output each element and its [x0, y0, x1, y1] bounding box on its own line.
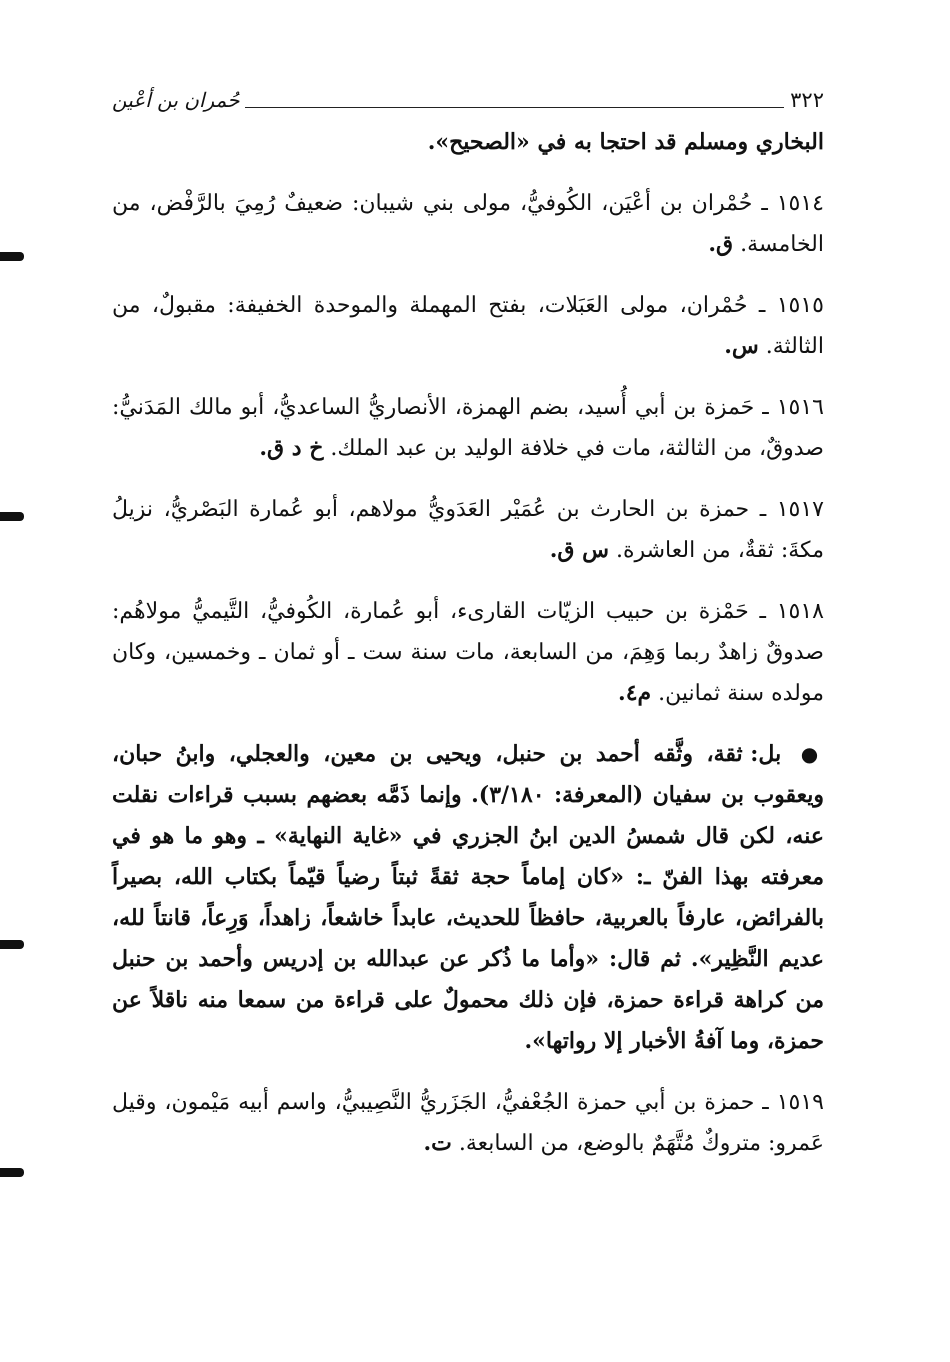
entry-codes: س ق.: [549, 537, 609, 563]
entry-codes: س.: [724, 333, 759, 359]
margin-mark: [0, 940, 24, 949]
entry-codes: خ د ق.: [259, 435, 324, 461]
book-page: [112, 84, 824, 1164]
margin-mark: [0, 1168, 24, 1177]
header-title: حُمران بن أعْين: [112, 88, 240, 112]
bullet-icon: ●: [800, 742, 824, 766]
entry-text: حُمْران، مولى العَبَلات، بفتح المهملة والموحدة الخفيفة: مقبولٌ، من الثالثة.: [112, 293, 824, 359]
entry-codes: ت.: [423, 1130, 452, 1156]
page-number: ٣٢٢: [790, 88, 824, 112]
entry-1514: [112, 183, 824, 265]
entry-codes: م٤.: [618, 680, 652, 706]
entry-text: حُمْران بن أعْيَن، الكُوفيُّ، مولى بني شيبان: ضعيفٌ رُمِيَ بالرَّفْض، من الخامسة.: [112, 191, 824, 257]
entry-1515: [112, 285, 824, 367]
margin-mark: [0, 512, 24, 521]
entry-number: ١٥١٥ ـ: [758, 293, 824, 318]
header-rule: [245, 93, 784, 108]
entry-text: حمزة بن أبي حمزة الجُعْفيُّ، الجَزَريُّ النَّصِيبيُّ، واسم أبيه مَيْمون، وقيل عَمرو: متروكٌ مُتَّهَمٌ بالوضع، من السابعة.: [112, 1090, 824, 1156]
entry-text: حمزة بن الحارث بن عُمَيْر العَدَويُّ مولاهم، أبو عُمارة البَصْريُّ، نزيلُ مكةَ: ثقةٌ، من العاشرة.: [112, 497, 824, 563]
entry-1517: [112, 489, 824, 571]
editor-comment: [112, 734, 824, 1062]
entry-number: ١٥١٤ ـ: [761, 191, 824, 216]
entry-1516: [112, 387, 824, 469]
running-head: [112, 84, 824, 116]
comment-text: بل: ثقة، وثَّقه أحمد بن حنبل، ويحيى بن معين، والعجلي، وابنُ حبان، ويعقوب بن سفيان (المعرفة: ٣/١٨٠). وإنما ذَمَّه بعضهم بسبب قراءات نقلت عنه، لكن قال شمسُ الدين ابنُ الجزري في «غاية النهاية» ـ وهو ما هو في معرفته بهذا الفنّ ـ: «كان إماماً حجة ثقةً ثبتاً رضياً قيّماً بكتاب الله، بصيراً بالفرائض، عارفاً بالعربية، حافظاً للحديث، عابداً خاشعاً، زاهداً، وَرِعاً، قانتاً لله، عديم النَّظِير». ثم قال: «وأما ما ذُكر عن عبدالله بن إدريس وأحمد بن حنبل من كراهة قراءة حمزة، فإن ذلك محمولٌ على قراءة من سمعا منه ناقلاً عن حمزة، وما آفةُ الأخبار إلا رواتها».: [112, 741, 825, 1054]
entry-number: ١٥١٦ ـ: [762, 395, 824, 420]
entry-number: ١٥١٩ ـ: [762, 1090, 824, 1115]
intro-paragraph: [112, 122, 824, 163]
entry-text: حَمْزة بن حبيب الزيّات القارىء، أبو عُمارة، الكُوفيُّ، التَّيميُّ مولاهُم: صدوقٌ زاهدٌ ربما وَهِمَ، من السابعة، مات سنة ست ـ أو ثمان ـ وخمسين، وكان مولده سنة ثمانين.: [112, 599, 824, 706]
entry-number: ١٥١٧ ـ: [759, 497, 824, 522]
entry-1519: [112, 1082, 824, 1164]
entry-text: حَمزة بن أبي أُسيد، بضم الهمزة، الأنصاريُّ الساعديُّ، أبو مالك المَدَنيُّ: صدوقٌ، من الثالثة، مات في خلافة الوليد بن عبد الملك.: [112, 395, 824, 461]
paragraph-text: البخاري ومسلم قد احتجا به في «الصحيح».: [427, 129, 824, 155]
entry-number: ١٥١٨ ـ: [759, 599, 824, 624]
entry-codes: ق.: [708, 231, 734, 257]
margin-mark: [0, 252, 24, 261]
entry-1518: [112, 591, 824, 714]
